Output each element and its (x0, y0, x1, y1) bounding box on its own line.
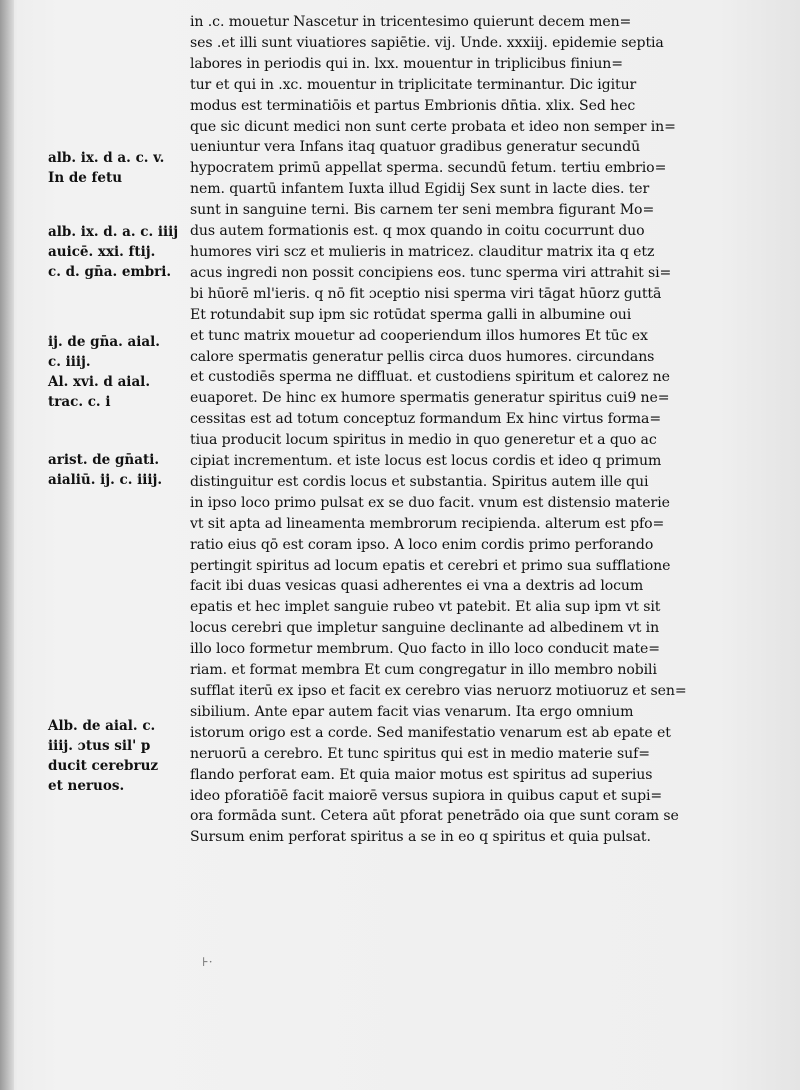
text-line: Sursum enim perforat spiritus a se in eo q spiritus et quia pulsat. (190, 829, 651, 846)
text-line: vt sit apta ad lineamenta membrorum recipienda. alterum est pfo= (190, 515, 665, 532)
text-line: sibilium. Ante epar autem facit vias venarum. Ita ergo omnium (190, 703, 634, 720)
text-line: euaporet. De hinc ex humore spermatis generatur spiritus cui9 ne= (190, 390, 670, 407)
marginal-note (48, 332, 160, 412)
marginal-note-line: c. iiij. (48, 354, 91, 370)
marginal-note-line: auicē. xxi. ftij. (48, 244, 156, 260)
text-line: ora formāda sunt. Cetera aūt pforat penetrādo oia que sunt coram se (190, 808, 679, 825)
text-line: humores viri scz et mulieris in matricez. clauditur matrix ita q etz (190, 243, 655, 260)
marginal-note (48, 450, 162, 490)
text-line: nem. quartū infantem Iuxta illud Egidij Sex sunt in lacte dies. ter (190, 181, 650, 198)
marginal-note (48, 148, 164, 188)
text-line: ratio eius qō est coram ipso. A loco enim cordis primo perforando (190, 536, 654, 553)
text-line: Et rotundabit sup ipm sic rotūdat sperma galli in albumine oui (190, 306, 632, 323)
text-line: labores in periodis qui in. lxx. mouentur in triplicibus finiun= (190, 55, 623, 72)
marginal-note-line: trac. c. i (48, 394, 111, 410)
marginal-note-line: iiij. ɔtus sil' p (48, 738, 151, 754)
text-line: bi hūorē ml'ieris. q nō fit ɔceptio nisi sperma viri tāgat hūorz guttā (190, 285, 662, 302)
text-line: tur et qui in .xc. mouentur in triplicitate terminantur. Dic igitur (190, 76, 637, 93)
text-line: modus est terminatiōis et partus Embrionis dn̄tia. xlix. Sed hec (190, 97, 636, 114)
text-line: ses .et illi sunt viuatiores sapiētie. vij. Unde. xxxiij. epidemie septia (190, 34, 664, 51)
marginal-note-line: ij. de gn̄a. aial. (48, 334, 160, 350)
text-line: acus ingredi non possit concipiens eos. tunc sperma viri attrahit si= (190, 264, 672, 281)
text-line: sunt in sanguine terni. Bis carnem ter seni membra figurant Mo= (190, 202, 655, 219)
marginal-note-line: alb. ix. d a. c. v. (48, 150, 165, 166)
text-line: tiua producit locum spiritus in medio in quo generetur et a quo ac (190, 432, 657, 449)
marginal-note-line: c. d. gn̄a. embri. (48, 264, 172, 280)
text-line: pertingit spiritus ad locum epatis et cerebri et primo sua sufflatione (190, 557, 671, 574)
main-text-column (190, 12, 768, 848)
marginal-note-line: ducit cerebruz (48, 758, 159, 774)
text-line: cipiat incrementum. et iste locus est locus cordis et ideo q primum (190, 453, 662, 470)
text-line: et tunc matrix mouetur ad cooperiendum illos humores Et tūc ex (190, 327, 648, 344)
marginal-note-line: Alb. de aial. c. (48, 718, 156, 734)
text-line: in .c. mouetur Nascetur in tricentesimo quierunt decem men= (190, 14, 632, 30)
text-line: sufflat iterū ex ipso et facit ex cerebro vias neruorz motiuoruz et sen= (190, 683, 687, 699)
text-line: et custodiēs sperma ne diffluat. et custodiens spiritum et calorez ne (190, 369, 670, 386)
text-line: illo loco formetur membrum. Quo facto in illo loco conducit mate= (190, 641, 660, 658)
text-line: que sic dicunt medici non sunt certe probata et ideo non semper in= (190, 118, 676, 135)
marginal-note (48, 716, 158, 796)
text-line: facit ibi duas vesicas quasi adherentes ei vna a dextris ad locum (190, 578, 644, 595)
marginal-note-line: Al. xvi. d aial. (48, 374, 151, 390)
text-line: neruorū a cerebro. Et tunc spiritus qui est in medio materie suf= (190, 745, 650, 762)
text-line: cessitas est ad totum conceptuz formandum Ex hinc virtus forma= (190, 411, 662, 428)
text-line: in ipso loco primo pulsat ex se duo facit. vnum est distensio materie (190, 494, 670, 511)
marginal-note-line: et neruos. (48, 778, 125, 794)
text-line: flando perforat eam. Et quia maior motus est spiritus ad superius (190, 766, 653, 783)
gutter-shadow (0, 0, 14, 1090)
marginal-note-line: In de fetu (48, 170, 123, 186)
page-mark: ⊦· (202, 955, 213, 969)
text-line: ideo pforatiōē facit maiorē versus supiora in quibus caput et supi= (190, 787, 663, 804)
marginal-note-line: alb. ix. d. a. c. iiij (48, 224, 179, 240)
text-line: ueniuntur vera Infans itaq quatuor gradibus generatur secundū (190, 139, 641, 156)
text-line: locus cerebri que impletur sanguine declinante ad albedinem vt in (190, 620, 660, 637)
marginal-note (48, 222, 178, 282)
marginal-note-line: arist. de gn̄ati. (48, 452, 160, 468)
text-line: calore spermatis generatur pellis circa duos humores. circundans (190, 348, 655, 365)
text-line: dus autem formationis est. q mox quando in coitu cocurrunt duo (190, 223, 645, 240)
text-line: hypocratem primū appellat sperma. secundū fetum. tertiu embrio= (190, 160, 667, 177)
marginal-note-line: aialiū. ij. c. iiij. (48, 472, 163, 488)
text-line: istorum origo est a corde. Sed manifestatio venarum est ab epate et (190, 724, 671, 741)
text-line: riam. et format membra Et cum congregatur in illo membro nobili (190, 662, 657, 679)
text-line: epatis et hec implet sanguie rubeo vt patebit. Et alia sup ipm vt sit (190, 599, 661, 616)
text-line: distinguitur est cordis locus et substantia. Spiritus autem ille qui (190, 473, 649, 490)
